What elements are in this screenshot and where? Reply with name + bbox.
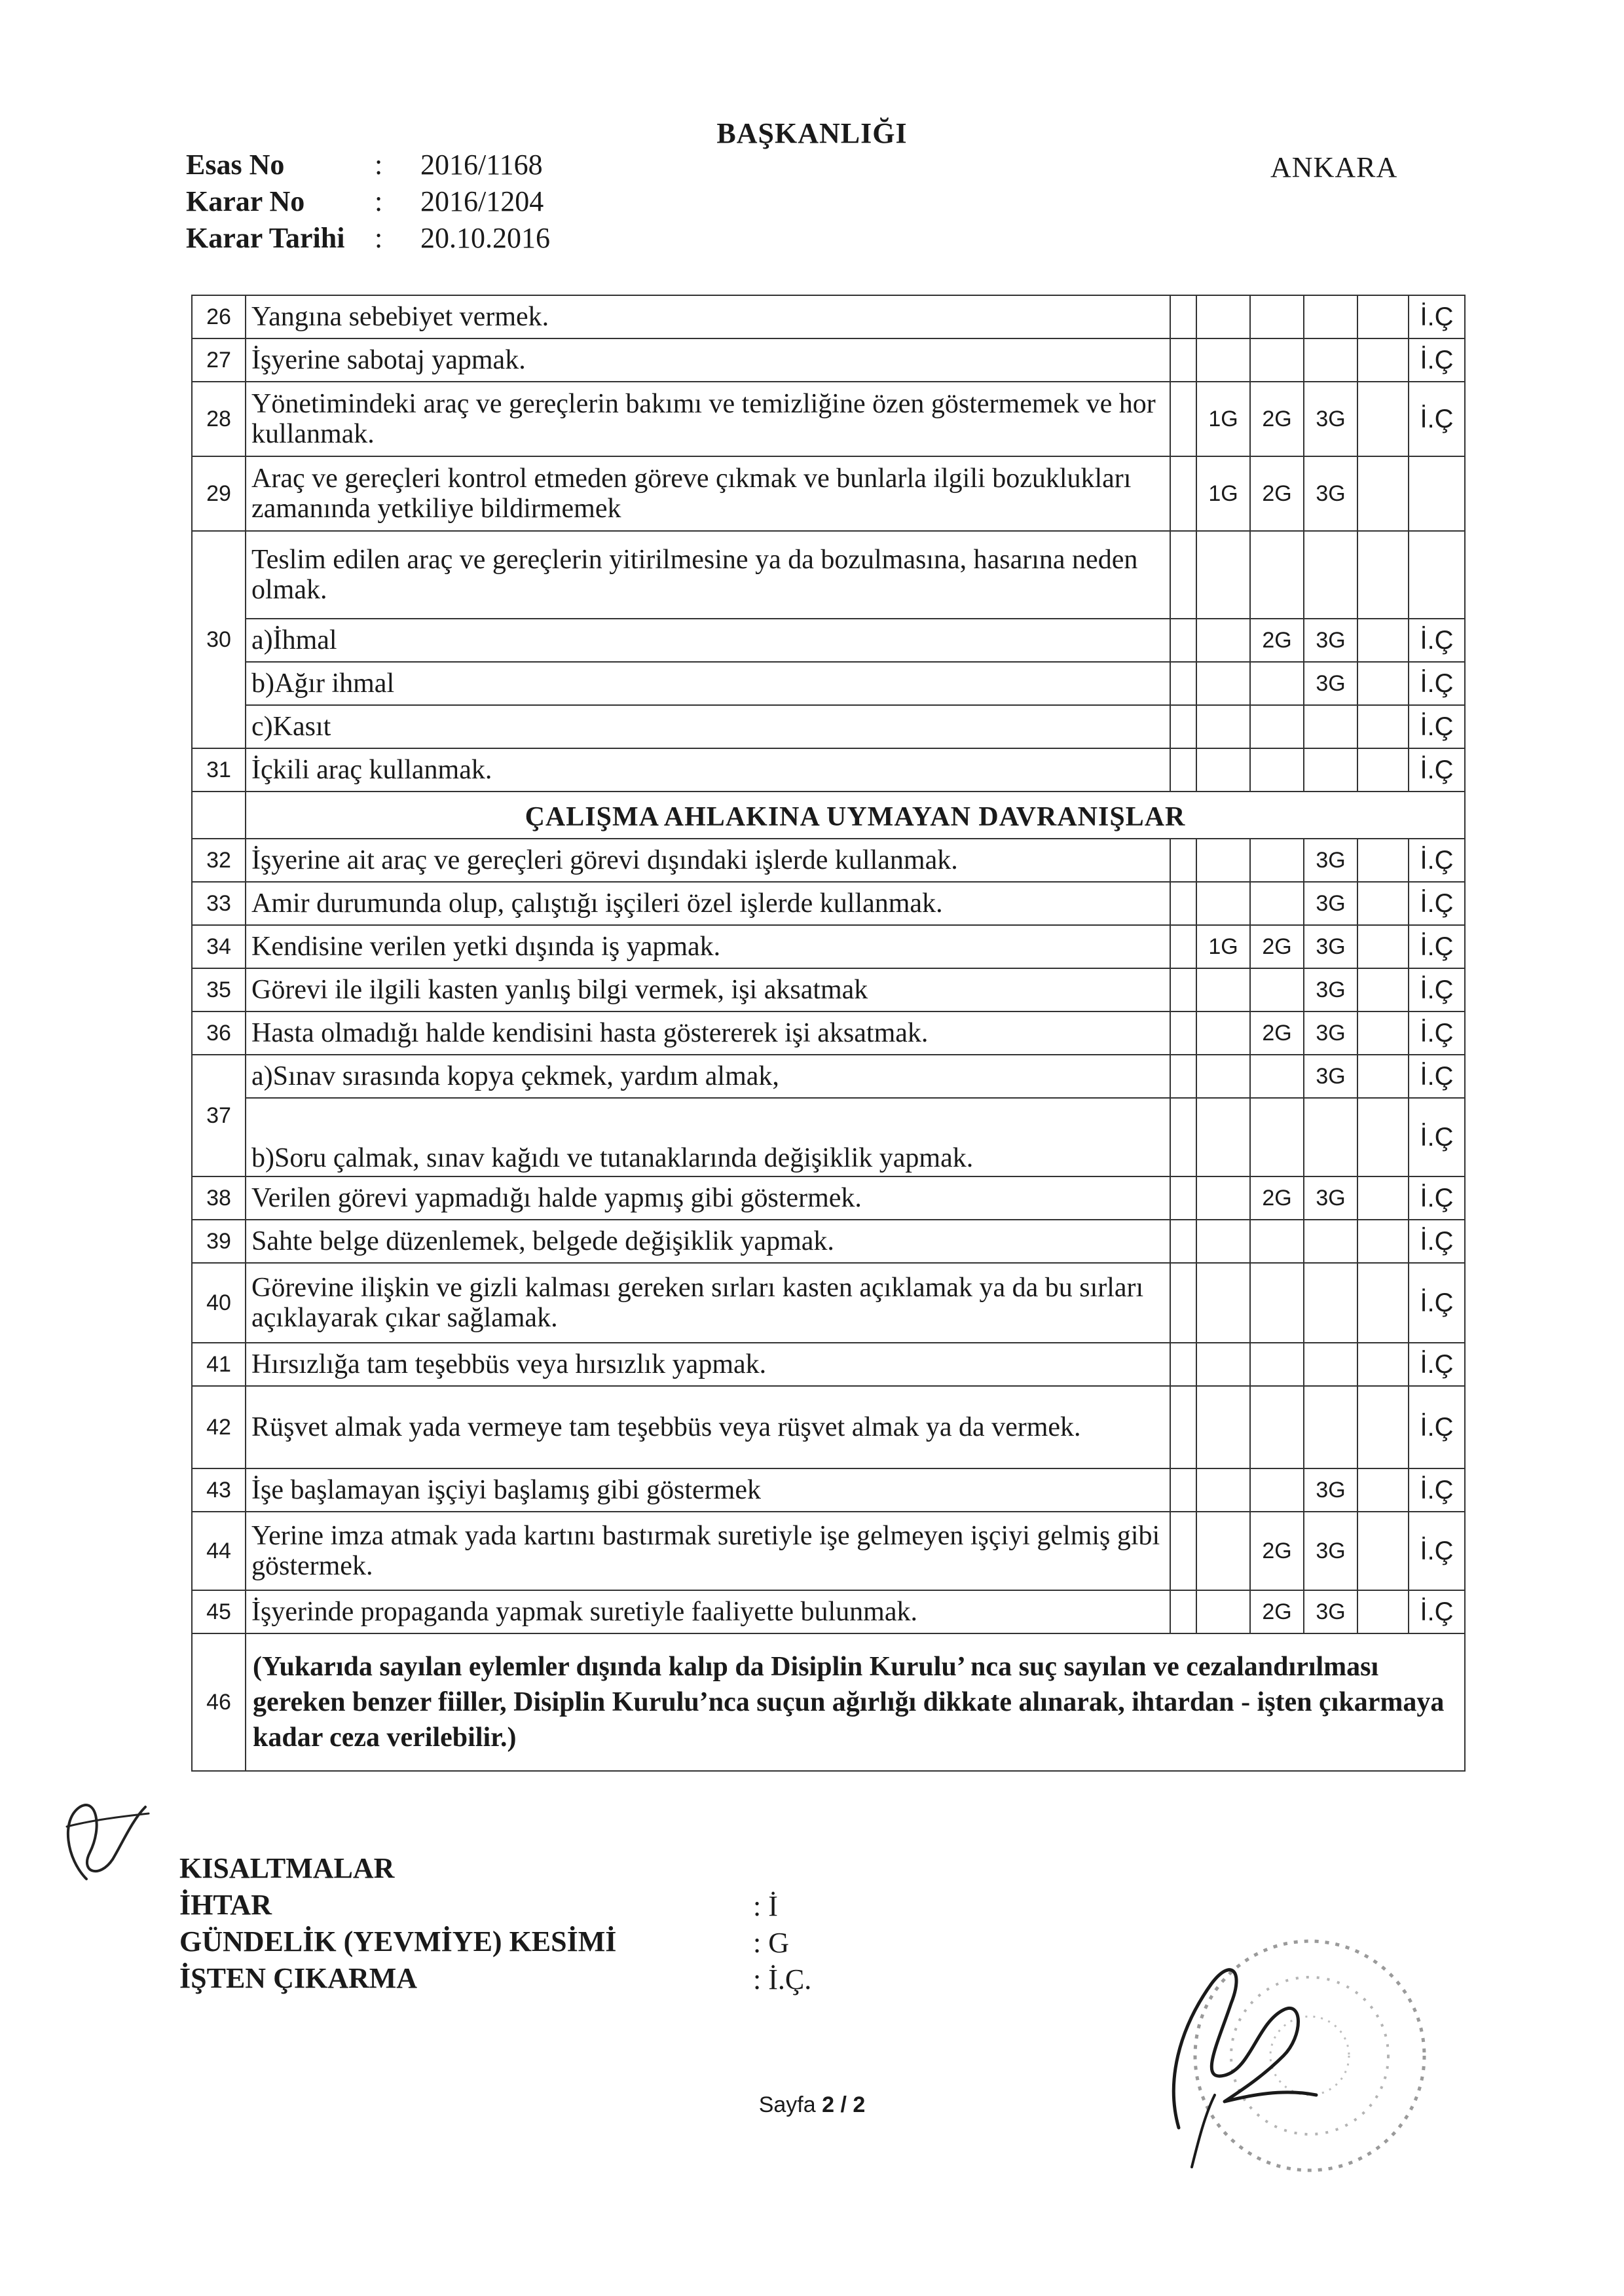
row-description: İşyerine ait araç ve gereçleri görevi dışındaki işlerde kullanmak. (246, 839, 1170, 882)
esas-no-row (186, 147, 550, 183)
penalty-2g (1250, 1220, 1304, 1263)
penalty-1g (1196, 1468, 1250, 1512)
row-number: 34 (192, 925, 246, 968)
blank-cell (1357, 968, 1409, 1011)
penalty-ic: İ.Ç (1409, 839, 1465, 882)
penalty-ic: İ.Ç (1409, 382, 1465, 456)
blank-cell (1357, 1386, 1409, 1468)
row-description: b)Soru çalmak, sınav kağıdı ve tutanaklarında değişiklik yapmak. (246, 1098, 1170, 1176)
blank-cell (1357, 1468, 1409, 1512)
row-number: 33 (192, 882, 246, 925)
page-prefix: Sayfa (758, 2092, 822, 2117)
penalty-2g (1250, 882, 1304, 925)
abbreviations-title: KISALTMALAR (179, 1852, 395, 1884)
penalty-1g (1196, 1176, 1250, 1220)
penalty-3g (1304, 748, 1357, 792)
table-row (192, 882, 1465, 925)
row-number: 41 (192, 1343, 246, 1386)
meta-separator: : (375, 222, 383, 254)
table-row (192, 1343, 1465, 1386)
penalty-2g (1250, 748, 1304, 792)
penalty-3g: 3G (1304, 1176, 1357, 1220)
table-row (192, 1590, 1465, 1633)
penalty-3g (1304, 1343, 1357, 1386)
blank-cell (1357, 619, 1409, 662)
row-description: İçkili araç kullanmak. (246, 748, 1170, 792)
abbreviations-list (179, 1850, 616, 1997)
row-description: Hırsızlığa tam teşebbüs veya hırsızlık yapmak. (246, 1343, 1170, 1386)
row-number: 39 (192, 1220, 246, 1263)
penalty-3g: 3G (1304, 382, 1357, 456)
meta-label: Karar No (186, 185, 305, 217)
penalty-ic: İ.Ç (1409, 619, 1465, 662)
penalty-3g (1304, 1220, 1357, 1263)
meta-value: 20.10.2016 (420, 222, 550, 254)
row-number: 30 (192, 531, 246, 748)
case-metadata (186, 147, 550, 257)
meta-value: 2016/1168 (420, 149, 543, 181)
row-number: 38 (192, 1176, 246, 1220)
blank-cell (1170, 1590, 1196, 1633)
blank-cell (192, 792, 246, 839)
penalty-3g: 3G (1304, 1055, 1357, 1098)
row-number: 27 (192, 338, 246, 382)
penalty-1g (1196, 619, 1250, 662)
blank-cell (1357, 1343, 1409, 1386)
page-total: 2 (853, 2092, 866, 2117)
table-row (192, 662, 1465, 705)
row-number: 40 (192, 1263, 246, 1343)
abbreviation-value: : G (753, 1927, 789, 1959)
table-row (192, 1468, 1465, 1512)
penalty-3g: 3G (1304, 619, 1357, 662)
penalty-3g: 3G (1304, 1011, 1357, 1055)
penalty-2g (1250, 1098, 1304, 1176)
blank-cell (1357, 748, 1409, 792)
row-description: a)Sınav sırasında kopya çekmek, yardım almak, (246, 1055, 1170, 1098)
penalty-2g: 2G (1250, 456, 1304, 531)
blank-cell (1357, 925, 1409, 968)
row-number: 35 (192, 968, 246, 1011)
penalty-2g: 2G (1250, 1011, 1304, 1055)
penalty-3g: 3G (1304, 925, 1357, 968)
row-description: Kendisine verilen yetki dışında iş yapmak. (246, 925, 1170, 968)
penalty-1g (1196, 748, 1250, 792)
penalty-ic: İ.Ç (1409, 1512, 1465, 1590)
table-row (192, 338, 1465, 382)
penalty-2g: 2G (1250, 382, 1304, 456)
blank-cell (1357, 1512, 1409, 1590)
penalty-3g: 3G (1304, 1512, 1357, 1590)
penalty-table (191, 295, 1466, 1772)
penalty-3g: 3G (1304, 662, 1357, 705)
row-description: Verilen görevi yapmadığı halde yapmış gibi göstermek. (246, 1176, 1170, 1220)
row-number: 37 (192, 1055, 246, 1176)
penalty-1g (1196, 882, 1250, 925)
penalty-1g (1196, 968, 1250, 1011)
row-number: 44 (192, 1512, 246, 1590)
penalty-3g (1304, 338, 1357, 382)
penalty-1g (1196, 1590, 1250, 1633)
blank-cell (1170, 1176, 1196, 1220)
row-number: 43 (192, 1468, 246, 1512)
blank-cell (1170, 1512, 1196, 1590)
abbreviation-values (753, 1888, 811, 1998)
penalty-1g (1196, 1055, 1250, 1098)
table-row (192, 382, 1465, 456)
blank-cell (1170, 1098, 1196, 1176)
blank-cell (1357, 839, 1409, 882)
row-number: 32 (192, 839, 246, 882)
penalty-ic: İ.Ç (1409, 1468, 1465, 1512)
penalty-3g: 3G (1304, 882, 1357, 925)
table-row (192, 1176, 1465, 1220)
row-description: Yangına sebebiyet vermek. (246, 295, 1170, 338)
meta-separator: : (375, 149, 383, 181)
abbreviation-name: İŞTEN ÇIKARMA (179, 1962, 418, 1994)
table-row (192, 925, 1465, 968)
row-description: İşe başlamayan işçiyi başlamış gibi göstermek (246, 1468, 1170, 1512)
penalty-ic: İ.Ç (1409, 295, 1465, 338)
penalty-1g (1196, 1386, 1250, 1468)
penalty-ic: İ.Ç (1409, 662, 1465, 705)
row-number: 45 (192, 1590, 246, 1633)
table-row (192, 1055, 1465, 1098)
table-row (192, 1633, 1465, 1771)
table-row (192, 1512, 1465, 1590)
meta-separator: : (375, 185, 383, 217)
penalty-3g (1304, 295, 1357, 338)
blank-cell (1170, 1343, 1196, 1386)
blank-cell (1170, 1263, 1196, 1343)
blank-cell (1357, 1055, 1409, 1098)
penalty-2g (1250, 662, 1304, 705)
row-description: Hasta olmadığı halde kendisini hasta göstererek işi aksatmak. (246, 1011, 1170, 1055)
penalty-1g (1196, 839, 1250, 882)
blank-cell (1357, 1098, 1409, 1176)
city-label: ANKARA (1270, 151, 1398, 183)
row-number: 42 (192, 1386, 246, 1468)
table-row (192, 1263, 1465, 1343)
row-description: a)İhmal (246, 619, 1170, 662)
penalty-ic: İ.Ç (1409, 1176, 1465, 1220)
meta-value: 2016/1204 (420, 185, 544, 217)
penalty-3g: 3G (1304, 456, 1357, 531)
blank-cell (1357, 295, 1409, 338)
karar-tarihi-row (186, 220, 550, 257)
signature (1153, 1931, 1362, 2180)
penalty-1g (1196, 1220, 1250, 1263)
blank-cell (1170, 456, 1196, 531)
blank-cell (1357, 662, 1409, 705)
penalty-2g: 2G (1250, 925, 1304, 968)
abbreviation-name: İHTAR (179, 1889, 272, 1921)
penalty-2g: 2G (1250, 619, 1304, 662)
penalty-1g: 1G (1196, 382, 1250, 456)
table-row (192, 1220, 1465, 1263)
blank-cell (1357, 338, 1409, 382)
row-description: Teslim edilen araç ve gereçlerin yitirilmesine ya da bozulmasına, hasarına neden olmak. (246, 531, 1170, 619)
row-description: Yerine imza atmak yada kartını bastırmak suretiyle işe gelmeyen işçiyi gelmiş gibi göstermek. (246, 1512, 1170, 1590)
penalty-ic: İ.Ç (1409, 925, 1465, 968)
row-number: 36 (192, 1011, 246, 1055)
abbreviation-value: : İ.Ç. (753, 1963, 812, 1995)
table-row (192, 295, 1465, 338)
table-row (192, 531, 1465, 619)
penalty-1g (1196, 662, 1250, 705)
penalty-2g (1250, 531, 1304, 619)
section-title: ÇALIŞMA AHLAKINA UYMAYAN DAVRANIŞLAR (246, 792, 1465, 839)
penalty-1g (1196, 1011, 1250, 1055)
blank-cell (1357, 456, 1409, 531)
blank-cell (1170, 531, 1196, 619)
page-current: 2 (822, 2092, 835, 2117)
penalty-3g: 3G (1304, 968, 1357, 1011)
penalty-2g (1250, 338, 1304, 382)
blank-cell (1170, 295, 1196, 338)
penalty-3g (1304, 1098, 1357, 1176)
blank-cell (1170, 1220, 1196, 1263)
abbreviation-value: : İ (753, 1890, 778, 1922)
penalty-ic: İ.Ç (1409, 968, 1465, 1011)
penalty-3g: 3G (1304, 1468, 1357, 1512)
penalty-3g (1304, 1263, 1357, 1343)
penalty-1g (1196, 531, 1250, 619)
penalty-1g: 1G (1196, 925, 1250, 968)
table-row (192, 619, 1465, 662)
blank-cell (1170, 968, 1196, 1011)
row-description: b)Ağır ihmal (246, 662, 1170, 705)
table-row (192, 705, 1465, 748)
blank-cell (1357, 1263, 1409, 1343)
row-number: 29 (192, 456, 246, 531)
row-description: Görevi ile ilgili kasten yanlış bilgi vermek, işi aksatmak (246, 968, 1170, 1011)
blank-cell (1357, 382, 1409, 456)
page-heading: BAŞKANLIĞI (716, 117, 908, 149)
penalty-ic (1409, 456, 1465, 531)
row-number: 31 (192, 748, 246, 792)
penalty-2g (1250, 295, 1304, 338)
blank-cell (1170, 839, 1196, 882)
penalty-ic: İ.Ç (1409, 1386, 1465, 1468)
penalty-2g (1250, 1263, 1304, 1343)
penalty-3g: 3G (1304, 1590, 1357, 1633)
penalty-1g (1196, 1263, 1250, 1343)
row-description: Amir durumunda olup, çalıştığı işçileri özel işlerde kullanmak. (246, 882, 1170, 925)
penalty-2g: 2G (1250, 1512, 1304, 1590)
meta-label: Esas No (186, 149, 285, 181)
blank-cell (1357, 882, 1409, 925)
penalty-1g (1196, 1512, 1250, 1590)
blank-cell (1170, 1468, 1196, 1512)
table-row (192, 839, 1465, 882)
row-description: c)Kasıt (246, 705, 1170, 748)
blank-cell (1357, 1220, 1409, 1263)
penalty-ic: İ.Ç (1409, 338, 1465, 382)
penalty-2g (1250, 968, 1304, 1011)
penalty-1g (1196, 295, 1250, 338)
blank-cell (1170, 662, 1196, 705)
row-description: Yönetimindeki araç ve gereçlerin bakımı ve temizliğine özen göstermemek ve hor kullanmak. (246, 382, 1170, 456)
penalty-1g (1196, 705, 1250, 748)
abbreviation-name: GÜNDELİK (YEVMİYE) KESİMİ (179, 1925, 617, 1958)
meta-label: Karar Tarihi (186, 222, 345, 254)
penalty-3g (1304, 1386, 1357, 1468)
penalty-ic: İ.Ç (1409, 1098, 1465, 1176)
penalty-2g: 2G (1250, 1590, 1304, 1633)
row-description: (Yukarıda sayılan eylemler dışında kalıp da Disiplin Kurulu’ nca suç sayılan ve cezalandırılması gereken benzer fiiller, Disiplin Kurulu’nca suçun ağırlığı dikkate alınarak, ihtardan - işten çıkarmaya kadar ceza verilebilir.) (246, 1633, 1465, 1771)
penalty-ic: İ.Ç (1409, 1220, 1465, 1263)
table-row (192, 456, 1465, 531)
penalty-3g (1304, 531, 1357, 619)
penalty-3g (1304, 705, 1357, 748)
penalty-2g (1250, 1343, 1304, 1386)
penalty-ic: İ.Ç (1409, 1055, 1465, 1098)
table-row (192, 748, 1465, 792)
blank-cell (1357, 1176, 1409, 1220)
blank-cell (1170, 705, 1196, 748)
penalty-2g: 2G (1250, 1176, 1304, 1220)
row-description: İşyerine sabotaj yapmak. (246, 338, 1170, 382)
section-row (192, 792, 1465, 839)
row-number: 46 (192, 1633, 246, 1771)
penalty-2g (1250, 839, 1304, 882)
blank-cell (1170, 882, 1196, 925)
blank-cell (1357, 1590, 1409, 1633)
row-number: 28 (192, 382, 246, 456)
penalty-ic: İ.Ç (1409, 1263, 1465, 1343)
table-row (192, 1386, 1465, 1468)
penalty-ic: İ.Ç (1409, 1011, 1465, 1055)
row-description: Rüşvet almak yada vermeye tam teşebbüs veya rüşvet almak ya da vermek. (246, 1386, 1170, 1468)
penalty-1g (1196, 1343, 1250, 1386)
penalty-ic: İ.Ç (1409, 1343, 1465, 1386)
blank-cell (1170, 382, 1196, 456)
table-row (192, 968, 1465, 1011)
karar-no-row (186, 183, 550, 220)
penalty-3g: 3G (1304, 839, 1357, 882)
table-row (192, 1011, 1465, 1055)
penalty-2g (1250, 705, 1304, 748)
row-description: Araç ve gereçleri kontrol etmeden göreve çıkmak ve bunlarla ilgili bozuklukları zamanında yetkiliye bildirmemek (246, 456, 1170, 531)
blank-cell (1170, 1011, 1196, 1055)
page-separator: / (834, 2092, 853, 2117)
blank-cell (1170, 748, 1196, 792)
penalty-2g (1250, 1055, 1304, 1098)
penalty-ic: İ.Ç (1409, 705, 1465, 748)
penalty-ic: İ.Ç (1409, 748, 1465, 792)
table-row (192, 1098, 1465, 1176)
handwritten-initial-mark (41, 1781, 152, 1899)
blank-cell (1170, 1055, 1196, 1098)
penalty-2g (1250, 1468, 1304, 1512)
row-description: İşyerinde propaganda yapmak suretiyle faaliyette bulunmak. (246, 1590, 1170, 1633)
blank-cell (1357, 531, 1409, 619)
blank-cell (1170, 338, 1196, 382)
penalty-1g (1196, 1098, 1250, 1176)
blank-cell (1170, 619, 1196, 662)
penalty-1g (1196, 338, 1250, 382)
penalty-ic: İ.Ç (1409, 1590, 1465, 1633)
blank-cell (1170, 1386, 1196, 1468)
row-description: Görevine ilişkin ve gizli kalması gereken sırları kasten açıklamak ya da bu sırları açıklayarak çıkar sağlamak. (246, 1263, 1170, 1343)
penalty-1g: 1G (1196, 456, 1250, 531)
row-number: 26 (192, 295, 246, 338)
penalty-2g (1250, 1386, 1304, 1468)
blank-cell (1357, 705, 1409, 748)
blank-cell (1357, 1011, 1409, 1055)
penalty-ic: İ.Ç (1409, 882, 1465, 925)
blank-cell (1170, 925, 1196, 968)
penalty-ic (1409, 531, 1465, 619)
row-description: Sahte belge düzenlemek, belgede değişiklik yapmak. (246, 1220, 1170, 1263)
